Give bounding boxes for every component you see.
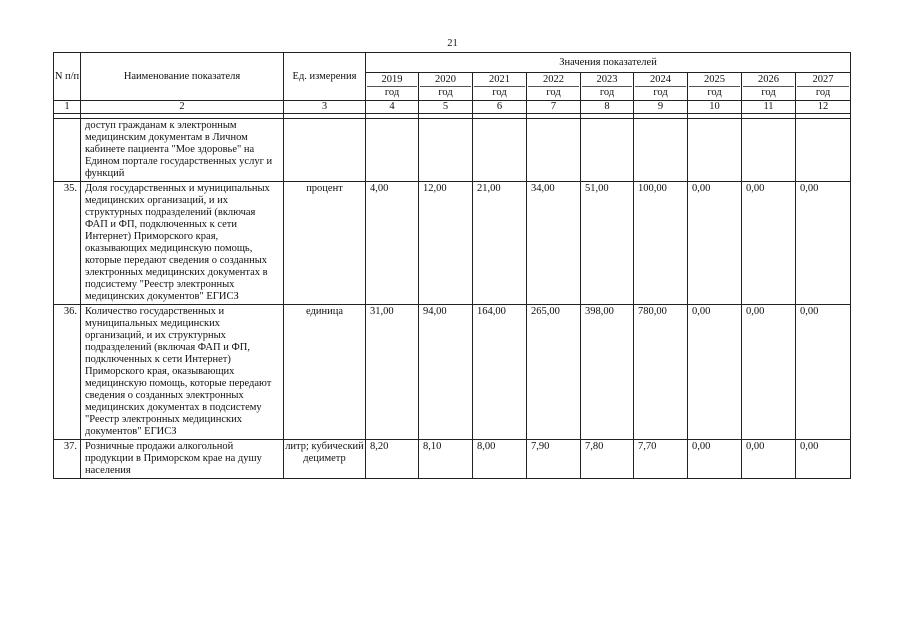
indicator-value: 0,00 (796, 440, 851, 479)
header-year-value: 2022 (528, 74, 579, 87)
table-row (54, 305, 851, 440)
column-number: 8 (581, 101, 634, 114)
column-number: 4 (366, 101, 419, 114)
column-number: 12 (796, 101, 851, 114)
indicator-value: 12,00 (419, 182, 473, 305)
indicator-value (419, 119, 473, 182)
table-row (54, 119, 851, 182)
column-number: 1 (54, 101, 81, 114)
header-year-suffix: год (815, 87, 831, 98)
table-row (54, 182, 851, 305)
indicator-name: Количество государственных и муниципальных медицинских организаций, и их структурных подразделений (включая ФАП и ФП, подключенных к сети Интернет) Приморского края, оказывающих медицинскую помощь, которые передают сведения о созданных электронных медицинских документах в подсистему "Реестр электронных медицинских документов" ЕГИСЗ (81, 305, 284, 440)
header-year-value: 2025 (689, 74, 740, 87)
column-number: 5 (419, 101, 473, 114)
indicator-value: 7,90 (527, 440, 581, 479)
row-number (54, 119, 81, 182)
column-number: 6 (473, 101, 527, 114)
row-number: 35. (54, 182, 81, 305)
indicator-unit (284, 119, 366, 182)
indicator-value (366, 119, 419, 182)
indicator-value: 21,00 (473, 182, 527, 305)
header-year-suffix: год (761, 87, 776, 98)
table-row (54, 440, 851, 479)
header-year-2021 (473, 73, 527, 101)
indicator-value: 4,00 (366, 182, 419, 305)
header-values-group: Значения показателей (366, 53, 851, 73)
indicator-value: 0,00 (688, 440, 742, 479)
indicator-value: 7,80 (581, 440, 634, 479)
indicator-value: 0,00 (688, 305, 742, 440)
header-year-value: 2021 (474, 74, 525, 87)
column-number: 7 (527, 101, 581, 114)
header-year-value: 2024 (635, 74, 686, 87)
indicator-value: 31,00 (366, 305, 419, 440)
indicator-unit: процент (284, 182, 366, 305)
indicator-value: 398,00 (581, 305, 634, 440)
indicator-name: доступ гражданам к электронным медицинским документам в Личном кабинете пациента "Мое здоровье" на Едином портале государственных услуг и функций (81, 119, 284, 182)
header-year-2027 (796, 73, 851, 101)
indicator-value (688, 119, 742, 182)
header-year-suffix: год (438, 87, 453, 98)
indicator-value: 265,00 (527, 305, 581, 440)
header-year-value: 2027 (797, 74, 849, 87)
indicator-value: 94,00 (419, 305, 473, 440)
indicator-value (527, 119, 581, 182)
indicator-unit: литр; кубический дециметр (284, 440, 366, 479)
column-number: 10 (688, 101, 742, 114)
header-no: N п/п (54, 53, 81, 101)
header-year-2020 (419, 73, 473, 101)
indicator-value: 51,00 (581, 182, 634, 305)
header-year-2019 (366, 73, 419, 101)
header-year-suffix: год (653, 87, 668, 98)
indicator-value: 7,70 (634, 440, 688, 479)
header-year-value: 2026 (743, 74, 794, 87)
column-number: 11 (742, 101, 796, 114)
indicator-value (742, 119, 796, 182)
indicator-value: 0,00 (742, 305, 796, 440)
indicator-value: 8,00 (473, 440, 527, 479)
row-number: 37. (54, 440, 81, 479)
header-year-2026 (742, 73, 796, 101)
header-year-2025 (688, 73, 742, 101)
column-number: 9 (634, 101, 688, 114)
indicator-value: 34,00 (527, 182, 581, 305)
indicator-value: 0,00 (742, 440, 796, 479)
header-year-suffix: год (599, 87, 615, 98)
header-year-2024 (634, 73, 688, 101)
indicator-value: 8,10 (419, 440, 473, 479)
header-unit: Ед. измерения (284, 53, 366, 101)
indicator-value: 100,00 (634, 182, 688, 305)
indicator-value: 0,00 (742, 182, 796, 305)
indicator-value (796, 119, 851, 182)
indicator-name: Доля государственных и муниципальных медицинских организаций, и их структурных подразделений (включая ФАП и ФП, подключенных к сети Интернет) Приморского края, оказывающих медицинскую помощь, которые передают сведения о созданных электронных медицинских документах в подсистему "Реестр электронных медицинских документов" ЕГИСЗ (81, 182, 284, 305)
indicator-value: 0,00 (796, 305, 851, 440)
column-number: 3 (284, 101, 366, 114)
header-name: Наименование показателя (81, 53, 284, 101)
indicators-table (53, 52, 851, 479)
indicator-value: 8,20 (366, 440, 419, 479)
indicator-value: 0,00 (796, 182, 851, 305)
indicator-value (473, 119, 527, 182)
header-year-suffix: год (707, 87, 722, 98)
row-number: 36. (54, 305, 81, 440)
header-year-suffix: год (492, 87, 507, 98)
indicator-unit: единица (284, 305, 366, 440)
header-year-value: 2023 (582, 74, 632, 87)
indicator-value (581, 119, 634, 182)
indicator-value (634, 119, 688, 182)
indicator-value: 780,00 (634, 305, 688, 440)
header-year-2023 (581, 73, 634, 101)
page-number: 21 (447, 38, 458, 49)
header-year-suffix: год (384, 87, 400, 98)
indicator-name: Розничные продажи алкогольной продукции в Приморском крае на душу населения (81, 440, 284, 479)
header-year-suffix: год (546, 87, 561, 98)
header-year-2022 (527, 73, 581, 101)
indicator-value: 164,00 (473, 305, 527, 440)
column-number: 2 (81, 101, 284, 114)
header-year-value: 2020 (420, 74, 471, 87)
header-year-value: 2019 (367, 74, 417, 87)
indicator-value: 0,00 (688, 182, 742, 305)
